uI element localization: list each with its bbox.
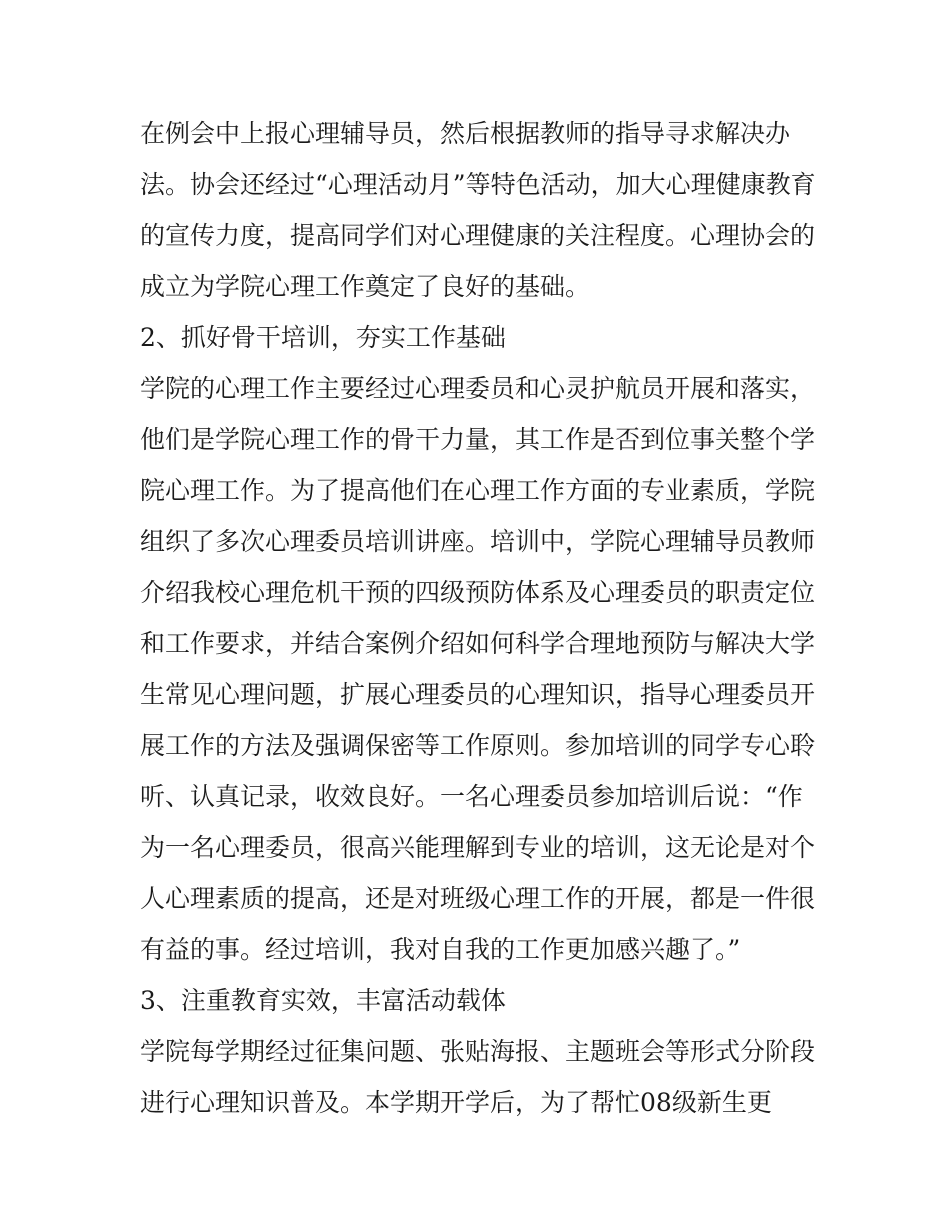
text-line: 成立为学院心理工作奠定了良好的基础。 xyxy=(140,272,591,301)
section-heading: 3、注重教育实效，丰富活动载体 xyxy=(140,986,506,1015)
text-line: 有益的事。经过培训，我对自我的工作更加感兴趣了。” xyxy=(140,935,741,964)
text-line: 生常见心理问题，扩展心理委员的心理知识，指导心理委员开 xyxy=(140,680,816,709)
text-line: 进行心理知识普及。本学期开学后，为了帮忙08级新生更 xyxy=(140,1088,772,1117)
text-line: 组织了多次心理委员培训讲座。培训中，学院心理辅导员教师 xyxy=(140,527,816,556)
text-line: 学院的心理工作主要经过心理委员和心灵护航员开展和落实， xyxy=(140,374,816,403)
text-line: 展工作的方法及强调保密等工作原则。参加培训的同学专心聆 xyxy=(140,731,816,760)
section-heading: 2、抓好骨干培训，夯实工作基础 xyxy=(140,323,506,352)
text-line: 人心理素质的提高，还是对班级心理工作的开展，都是一件很 xyxy=(140,884,816,913)
text-line: 和工作要求，并结合案例介绍如何科学合理地预防与解决大学 xyxy=(140,629,816,658)
text-line: 的宣传力度，提高同学们对心理健康的关注程度。心理协会的 xyxy=(140,221,816,250)
text-line: 法。协会还经过“心理活动月”等特色活动，加大心理健康教育 xyxy=(140,170,816,199)
text-line: 听、认真记录，收效良好。一名心理委员参加培训后说：“作 xyxy=(140,782,803,811)
text-line: 院心理工作。为了提高他们在心理工作方面的专业素质，学院 xyxy=(140,476,816,505)
text-line: 他们是学院心理工作的骨干力量，其工作是否到位事关整个学 xyxy=(140,425,816,454)
document-body xyxy=(140,108,820,1128)
text-line: 在例会中上报心理辅导员，然后根据教师的指导寻求解决办 xyxy=(140,119,791,148)
text-line: 学院每学期经过征集问题、张贴海报、主题班会等形式分阶段 xyxy=(140,1037,816,1066)
text-line: 介绍我校心理危机干预的四级预防体系及心理委员的职责定位 xyxy=(140,578,816,607)
text-line: 为一名心理委员，很高兴能理解到专业的培训，这无论是对个 xyxy=(140,833,816,862)
